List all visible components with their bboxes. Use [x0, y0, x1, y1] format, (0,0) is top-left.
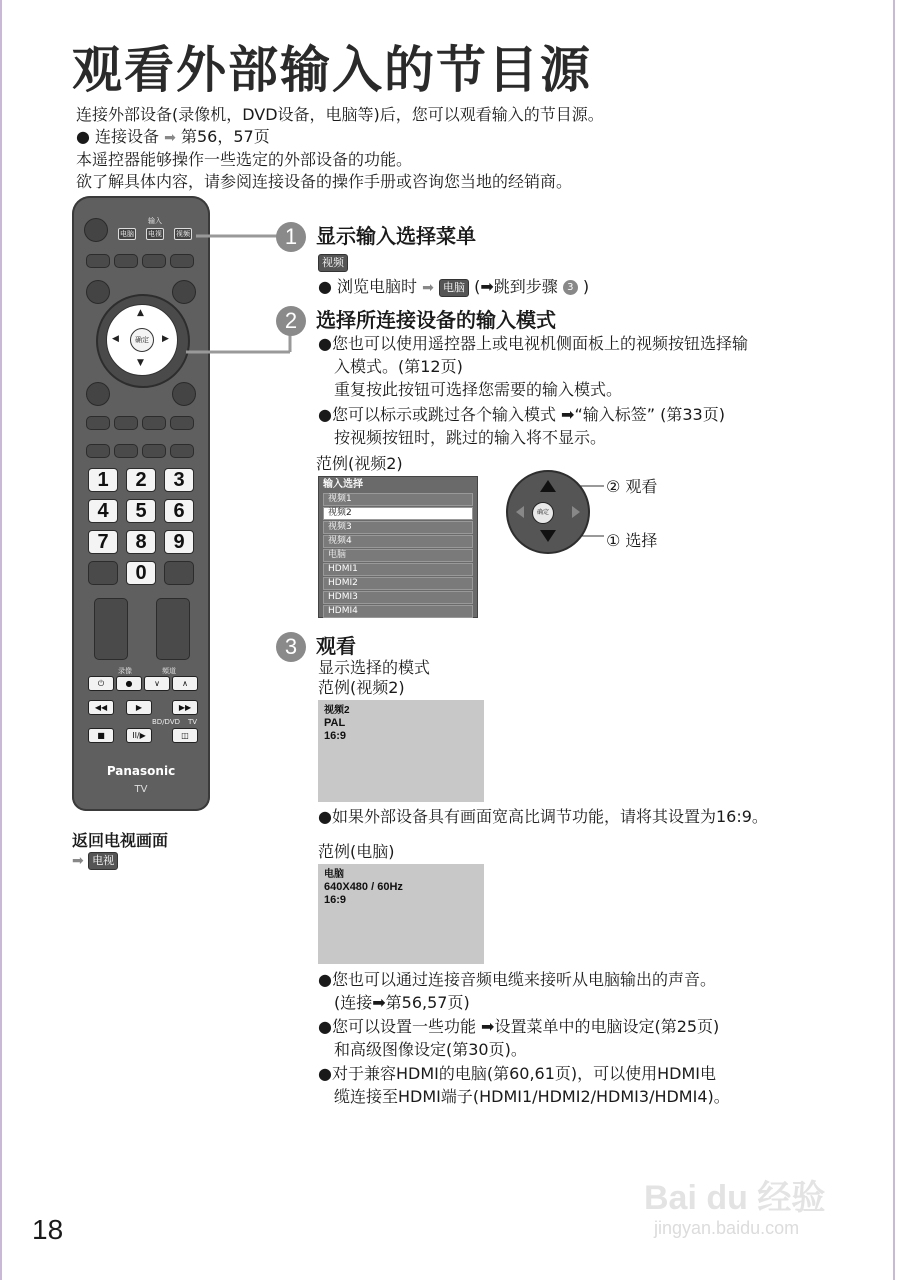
step-2-bullet-1-line-1: ●您也可以使用遥控器上或电视机侧面板上的视频按钮选择输: [318, 334, 748, 353]
browse-pc-text: ● 浏览电脑时: [318, 277, 418, 296]
up-arrow-icon: ▲: [137, 308, 144, 318]
watermark-url: jingyan.baidu.com: [654, 1218, 800, 1238]
number-button-0: 0: [126, 561, 156, 585]
step-3-note-3-line-1: ●对于兼容HDMI的电脑(第60,61页)，可以使用HDMI电: [318, 1064, 717, 1083]
channel-up-button: ∧: [172, 676, 198, 691]
step-2-badge: 2: [276, 306, 306, 336]
pc-key-tag: 电脑: [439, 279, 469, 297]
step-2-bullet-1-line-2: 入模式。(第12页): [334, 357, 463, 376]
rec-label: 录像: [118, 667, 132, 675]
mode-switch: ◫: [172, 728, 198, 743]
play-button: ▶: [126, 700, 152, 715]
tv-mode-label: TV: [188, 718, 198, 726]
input-menu-item: 视频4: [323, 535, 473, 548]
intro-line-1: 连接外部设备(录像机，DVD设备，电脑等)后，您可以观看输入的节目源。: [76, 105, 604, 124]
arrow-icon: ➡: [72, 853, 84, 869]
intro-line-4: 欲了解具体内容，请参阅连接设备的操作手册或咨询您当地的经销商。: [76, 172, 573, 191]
screen-line: 视频2: [324, 705, 350, 716]
dpad-right-icon: [572, 506, 580, 518]
record-button: ●: [116, 676, 142, 691]
number-button-7: 7: [88, 530, 118, 554]
return-tv-title: 返回电视画面: [72, 831, 169, 850]
arrow-icon: ➡: [422, 280, 434, 296]
step-1-badge: 1: [276, 222, 306, 252]
input-menu-item: 视频1: [323, 493, 473, 506]
number-button-5: 5: [126, 499, 156, 523]
right-arrow-icon: ▶: [162, 334, 169, 344]
screen-line: 16:9: [324, 730, 347, 742]
jump-end: ): [582, 277, 590, 296]
callout-select: ① 选择: [606, 531, 658, 550]
intro-line-3: 本遥控器能够操作一些选定的外部设备的功能。: [76, 150, 413, 169]
left-arrow-icon: ◀: [112, 334, 119, 344]
callout-watch: ② 观看: [606, 477, 658, 496]
channel-label: 頻道: [162, 667, 176, 675]
bd-dvd-label: BD/DVD: [152, 718, 180, 726]
video-button: 视频: [176, 230, 190, 238]
dpad-left-icon: [516, 506, 524, 518]
rewind-button: ◀◀: [88, 700, 114, 715]
page-number: 18: [32, 1214, 64, 1245]
number-button-6: 6: [164, 499, 194, 523]
input-menu-item-selected: 视频2: [323, 507, 473, 520]
step-3-note-2-line-1: ●您可以设置一些功能 ➡设置菜单中的电脑设定(第25页): [318, 1017, 720, 1036]
screen-line: 16:9: [324, 894, 347, 906]
input-menu-item: HDMI4: [323, 605, 473, 618]
step-3-ref-badge: 3: [563, 280, 578, 295]
input-menu-item: 电脑: [323, 549, 473, 562]
return-tv-instruction: [72, 852, 118, 870]
dpad-down-icon: [540, 530, 556, 542]
step-3-note-2-line-2: 和高级图像设定(第30页)。: [334, 1040, 527, 1059]
number-button-4: 4: [88, 499, 118, 523]
step-1-key: [318, 252, 348, 272]
step-3-example-2-label: 范例(电脑): [318, 842, 395, 861]
step-3-note-3-line-2: 缆连接至HDMI端子(HDMI1/HDMI2/HDMI3/HDMI4)。: [334, 1087, 730, 1106]
power-small-button: ⏻: [88, 676, 114, 691]
remote-tv-label: TV: [134, 784, 148, 795]
tv-key-tag: 电视: [88, 852, 118, 870]
video-key-tag: 视频: [318, 254, 348, 272]
baidu-watermark: [644, 1160, 854, 1250]
step-2-bullet-1-line-3: 重复按此按钮可选择您需要的输入模式。: [334, 380, 623, 399]
input-menu-item: 视频3: [323, 521, 473, 534]
step-3-title: 观看: [316, 634, 356, 658]
step-2-example-label: 范例(视频2): [316, 454, 403, 473]
dpad-up-icon: [540, 480, 556, 492]
down-arrow-icon: ▼: [137, 358, 144, 368]
brand-logo: Panasonic: [106, 764, 176, 778]
step-2-bullet-2-line-1: ●您可以标示或跳过各个输入模式 ➡“输入标签” (第33页): [318, 405, 725, 424]
pc-button: 电脑: [120, 230, 134, 238]
number-button-2: 2: [126, 468, 156, 492]
input-menu-item: HDMI3: [323, 591, 473, 604]
screen-line: 640X480 / 60Hz: [324, 881, 403, 893]
step-2-bullet-2-line-2: 按视频按钮时，跳过的输入将不显示。: [334, 428, 607, 447]
tv-button: 电视: [148, 230, 162, 238]
step-3-badge: 3: [276, 632, 306, 662]
number-button-1: 1: [88, 468, 118, 492]
stop-button: ■: [88, 728, 114, 743]
number-button-9: 9: [164, 530, 194, 554]
screen-line: PAL: [324, 717, 346, 729]
number-button-3: 3: [164, 468, 194, 492]
step-2-title: 选择所连接设备的输入模式: [316, 308, 556, 332]
input-label: 输入: [148, 217, 162, 225]
step-1-title: 显示输入选择菜单: [316, 224, 476, 248]
input-menu-item: HDMI2: [323, 577, 473, 590]
number-button-8: 8: [126, 530, 156, 554]
intro-connect-ref: 第56，57页: [180, 127, 270, 146]
input-select-menu: [318, 476, 478, 618]
step-3-note-1-line-2: (连接➡第56,57页): [334, 993, 470, 1012]
step-1-browse: [318, 275, 589, 300]
screen-preview-pc: [318, 864, 484, 964]
pause-button: II/▶: [126, 728, 152, 743]
screen-line: 电脑: [324, 869, 344, 880]
page-title: 观看外部输入的节目源: [72, 41, 592, 99]
jump-text: (➡跳到步骤: [474, 277, 558, 296]
input-menu-title: 输入选择: [323, 479, 363, 490]
channel-down-button: ∨: [144, 676, 170, 691]
intro-connect-label: ● 连接设备: [76, 127, 160, 146]
screen-preview-video2: [318, 700, 484, 802]
step-3-note-1-line-1: ●您也可以通过连接音频电缆来接听从电脑输出的声音。: [318, 970, 716, 989]
step-3-aspect-note: ●如果外部设备具有画面宽高比调节功能，请将其设置为16:9。: [318, 807, 768, 826]
ok-button: 确定: [130, 328, 154, 352]
fast-forward-button: ▶▶: [172, 700, 198, 715]
watermark-brand: Bai du 经验: [644, 1179, 826, 1217]
dpad-ok-button: 确定: [532, 502, 554, 524]
arrow-icon: ➡: [164, 130, 176, 146]
step-3-description: 显示选择的模式: [318, 658, 431, 677]
step-3-example-1-label: 范例(视频2): [318, 678, 405, 697]
input-menu-item: HDMI1: [323, 563, 473, 576]
